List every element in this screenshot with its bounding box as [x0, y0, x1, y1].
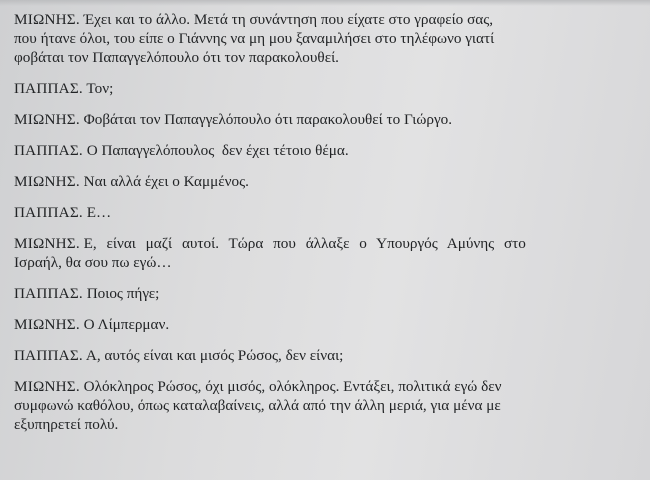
dialogue-text: Φοβάται τον Παπαγγελόπουλο ότι παρακολουθεί το Γιώργο.	[83, 111, 453, 128]
dialogue-entry	[14, 10, 628, 67]
dialogue-text: Ποιος πήγε;	[86, 285, 160, 302]
dialogue-entry	[14, 79, 628, 98]
dialogue-entry	[14, 110, 628, 129]
dialogue-text: Ε…	[86, 204, 112, 221]
speaker-name: ΜΙΩΝΗΣ.	[14, 316, 80, 333]
dialogue-entry	[14, 346, 628, 365]
dialogue-entry	[14, 141, 628, 160]
speaker-name: ΠΑΠΠΑΣ.	[14, 80, 83, 97]
dialogue-line	[14, 377, 628, 396]
dialogue-text: Ο Παπαγγελόπουλος δεν έχει τέτοιο θέμα.	[86, 142, 349, 159]
dialogue-line: εξυπηρετεί πολύ.	[14, 416, 119, 433]
speaker-name: ΜΙΩΝΗΣ.	[14, 235, 80, 252]
dialogue-entry	[14, 284, 628, 303]
speaker-name: ΠΑΠΠΑΣ.	[14, 347, 83, 364]
speaker-name: ΜΙΩΝΗΣ.	[14, 11, 80, 28]
dialogue-line: συμφωνώ καθόλου, όπως καταλαβαίνεις, αλλά από την άλλη μεριά, για μένα με	[14, 397, 501, 414]
speaker-name: ΠΑΠΠΑΣ.	[14, 285, 83, 302]
dialogue-entry	[14, 172, 628, 191]
dialogue-text: Ναι αλλά έχει ο Καμμένος.	[83, 173, 249, 190]
speaker-name: ΜΙΩΝΗΣ.	[14, 173, 80, 190]
dialogue-text: Ο Λίμπερμαν.	[83, 316, 170, 333]
speaker-name: ΠΑΠΠΑΣ.	[14, 142, 83, 159]
speaker-name: ΠΑΠΠΑΣ.	[14, 204, 83, 221]
dialogue-text: Ολόκληρος Ρώσος, όχι μισός, ολόκληρος. Εντάξει, πολιτικά εγώ δεν	[83, 378, 502, 395]
dialogue-text: Ε, είναι μαζί αυτοί. Τώρα που άλλαξε ο Υπουργός Αμύνης στο	[83, 235, 526, 252]
dialogue-text: Α, αυτός είναι και μισός Ρώσος, δεν είναι;	[85, 347, 344, 364]
dialogue-line: Ισραήλ, θα σου πω εγώ…	[14, 254, 172, 271]
dialogue-text: Τον;	[86, 80, 114, 97]
dialogue-line: που ήτανε όλοι, του είπε ο Γιάννης να μη μου ξαναμιλήσει στο τηλέφωνο γιατί	[14, 30, 495, 47]
speaker-name: ΜΙΩΝΗΣ.	[14, 111, 80, 128]
dialogue-entry	[14, 234, 628, 272]
speaker-name: ΜΙΩΝΗΣ.	[14, 378, 80, 395]
dialogue-entry	[14, 203, 628, 222]
dialogue-line	[14, 10, 628, 29]
dialogue-line: φοβάται τον Παπαγγελόπουλο ότι τον παρακολουθεί.	[14, 49, 339, 66]
dialogue-line	[14, 234, 628, 253]
dialogue-text: Έχει και το άλλο. Μετά τη συνάντηση που είχατε στο γραφείο σας,	[83, 11, 494, 28]
dialogue-entry	[14, 315, 628, 334]
dialogue-entry	[14, 377, 628, 434]
